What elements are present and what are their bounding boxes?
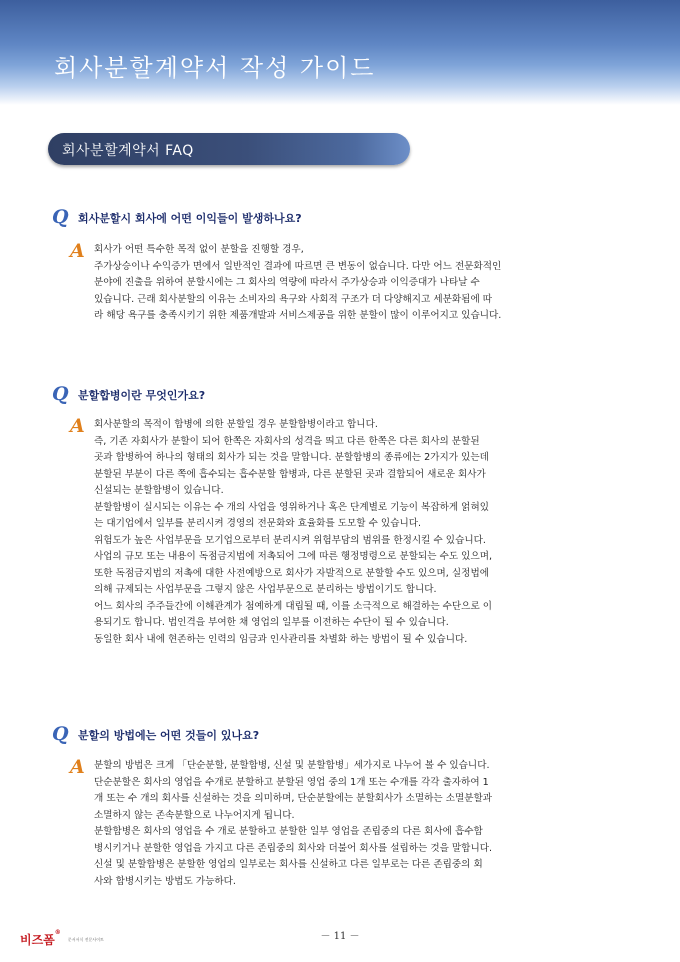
answer-line: 회사분할의 목적이 합병에 의한 분할일 경우 분할합병이라고 합니다. — [94, 419, 378, 430]
registered-mark: ® — [54, 929, 61, 936]
answer-line: 곳과 합병하여 하나의 형태의 회사가 되는 것을 말합니다. 분할합병의 종류에는 2가지가 있는데 — [94, 452, 489, 463]
answer-line: 분할합병이 실시되는 이유는 수 개의 사업을 영위하거나 혹은 단계별로 기능이 복잡하게 얽혀있 — [94, 501, 489, 513]
logo-tagline: 문서서식 전문사이트 — [67, 937, 104, 942]
section-title: 회사분할계약서 FAQ — [62, 143, 194, 159]
answer-line: 소멸하지 않는 존속분할으로 나누어지게 됩니다. — [94, 809, 295, 821]
answer-line: 신설 및 분할합병은 분할한 영업의 일부로는 회사를 신설하고 다른 일부로는 다른 존립중의 회 — [94, 859, 483, 870]
answer-line: 회사가 어떤 특수한 목적 없이 분할을 진행할 경우, — [94, 244, 304, 255]
answer-line: 의해 규제되는 사업부문을 그렇지 않은 사업부문으로 분리하는 방법이기도 합니다. — [94, 584, 437, 595]
answer-line: 또한 독점금지법의 저촉에 대한 사전예방으로 회사가 자발적으로 분할할 수도 있으며, 실정법에 — [94, 567, 489, 579]
a-icon: A — [70, 240, 85, 262]
question-text: 회사분할시 회사에 어떤 이익들이 발생하나요? — [78, 212, 302, 225]
answer-line: 사업의 규모 또는 내용이 독점금지법에 저촉되어 그에 따른 행정명령으로 분할되는 수도 있으며, — [94, 551, 493, 562]
q-icon: Q — [52, 206, 69, 228]
answer-line: 위험도가 높은 사업부문을 모기업으로부터 분리시켜 위험부담의 범위를 한정시킬 수 있습니다. — [94, 534, 486, 546]
answer-line: 동일한 회사 내에 현존하는 인력의 임금과 인사관리를 차별화 하는 방법이 될 수 있습니다. — [94, 633, 468, 645]
a-icon: A — [70, 415, 85, 437]
answer-line: 있습니다. 근래 회사분할의 이유는 소비자의 욕구와 사회적 구조가 더 다양해지고 세분화됨에 따 — [94, 293, 493, 305]
faq-answer-3 — [94, 758, 612, 890]
q-icon: Q — [52, 723, 69, 745]
answer-line: 병시키거나 분할한 영업을 가지고 다른 존립중의 회사와 더불어 회사를 설립하는 것을 말합니다. — [94, 842, 493, 854]
answer-line: 사와 합병시키는 방법도 가능하다. — [94, 875, 236, 887]
answer-line: 분야에 진출을 위하여 분할시에는 그 회사의 역량에 따라서 주가상승과 이익증대가 나타날 수 — [94, 277, 480, 288]
answer-line: 신설되는 분할합병이 있습니다. — [94, 485, 224, 496]
faq-answer-2 — [94, 417, 612, 648]
a-icon: A — [70, 756, 85, 778]
answer-line: 분할의 방법은 크게 「단순분할, 분할합병, 신설 및 분할합병」세가지로 나누어 볼 수 있습니다. — [94, 760, 490, 771]
answer-line: 주가상승이나 수익증가 면에서 일반적인 결과에 따르면 큰 변동이 없습니다. 다만 어느 전문화적인 — [94, 260, 502, 272]
answer-line: 어느 회사의 주주들간에 이해관계가 첨예하게 대립될 때, 이를 소극적으로 해결하는 수단으로 이 — [94, 600, 493, 612]
answer-line: 개 또는 수 개의 회사를 신설하는 것을 의미하며, 단순분할에는 분할회사가 소멸하는 소멸분할과 — [94, 793, 493, 804]
faq-answer-1 — [94, 242, 612, 325]
answer-line: 분할합병은 회사의 영업을 수 개로 분할하고 분할한 일부 영업을 존립중의 다른 회사에 흡수합 — [94, 826, 483, 837]
bizform-logo — [20, 929, 104, 948]
answer-line: 단순분할은 회사의 영업을 수개로 분할하고 분할된 영업 중의 1개 또는 수개를 각각 출자하여 1 — [94, 776, 489, 788]
q-icon: Q — [52, 383, 69, 405]
question-text: 분할합병이란 무엇인가요? — [78, 389, 206, 402]
answer-line: 분할된 부분이 다른 쪽에 흡수되는 흡수분할 합병과, 다른 분할된 곳과 결합되어 새로운 회사가 — [94, 468, 486, 480]
page-number: － 11 － — [320, 931, 360, 942]
answer-line: 즉, 기존 자회사가 분할이 되어 한쪽은 자회사의 성격을 띄고 다른 한쪽은 다른 회사의 분할된 — [94, 435, 480, 447]
answer-line: 용되기도 합니다. 법인격을 부여한 채 영업의 일부를 이전하는 수단이 될 수 있습니다. — [94, 617, 449, 628]
answer-line: 라 해당 욕구를 충족시키기 위한 제품개발과 서비스제공을 위한 분할이 많이 이루어지고 있습니다. — [94, 310, 502, 321]
question-text: 분할의 방법에는 어떤 것들이 있나요? — [78, 729, 260, 742]
answer-line: 는 대기업에서 일부를 분리시켜 경영의 전문화와 효율화를 도모할 수 있습니다. — [94, 518, 422, 529]
logo-text: 비즈폼 — [20, 933, 55, 947]
page-title: 회사분할계약서 작성 가이드 — [54, 54, 376, 82]
